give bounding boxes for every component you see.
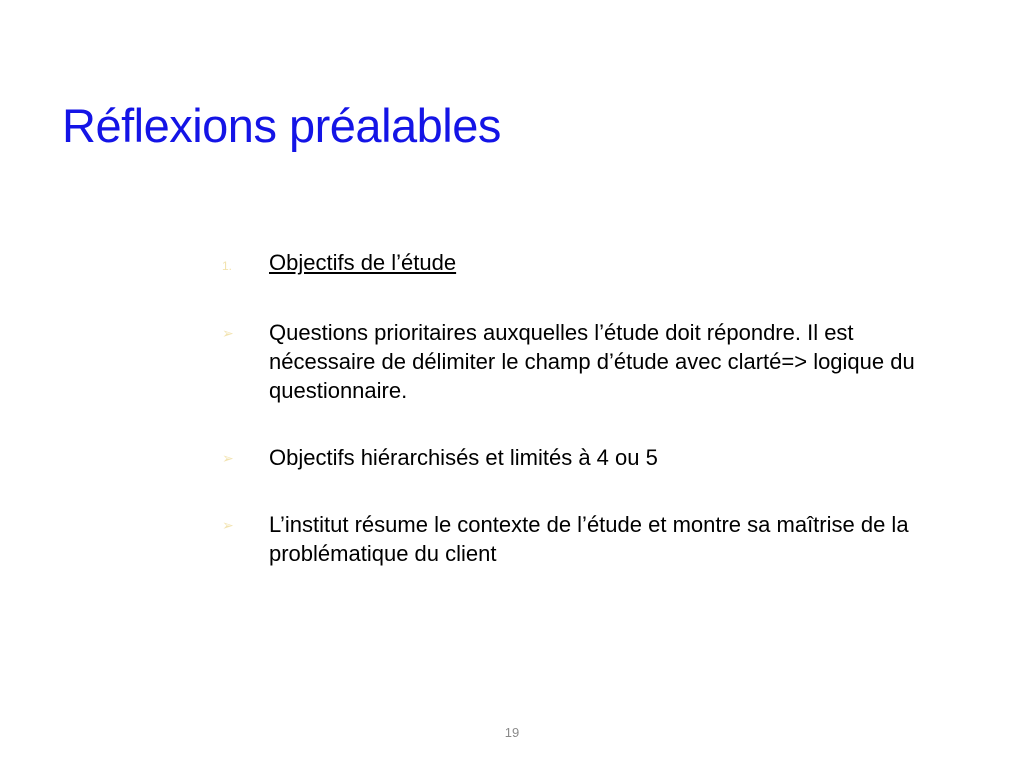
list-item-text: L’institut résume le contexte de l’étude et montre sa maîtrise de la problématique du client	[269, 512, 909, 566]
list-item-objectives-heading	[222, 248, 942, 277]
page-number: 19	[504, 725, 520, 740]
list-item-priority-questions	[222, 318, 942, 405]
list-item-ranked-objectives	[222, 443, 942, 472]
list-number-marker: 1.	[222, 259, 233, 273]
list-item-text: Objectifs de l’étude	[269, 250, 457, 275]
list-item-institute-summary	[222, 510, 942, 568]
list-item-text: Questions prioritaires auxquelles l’étude doit répondre. Il est nécessaire de délimiter le champ d’étude avec clarté=> logique du questionnaire.	[269, 320, 915, 403]
slide-title: Réflexions préalables	[62, 99, 501, 152]
slide-content	[222, 248, 942, 568]
arrow-bullet-icon: ➢	[222, 450, 234, 466]
arrow-bullet-icon: ➢	[222, 325, 234, 341]
arrow-bullet-icon: ➢	[222, 517, 234, 533]
list-item-text: Objectifs hiérarchisés et limités à 4 ou 5	[269, 445, 658, 470]
